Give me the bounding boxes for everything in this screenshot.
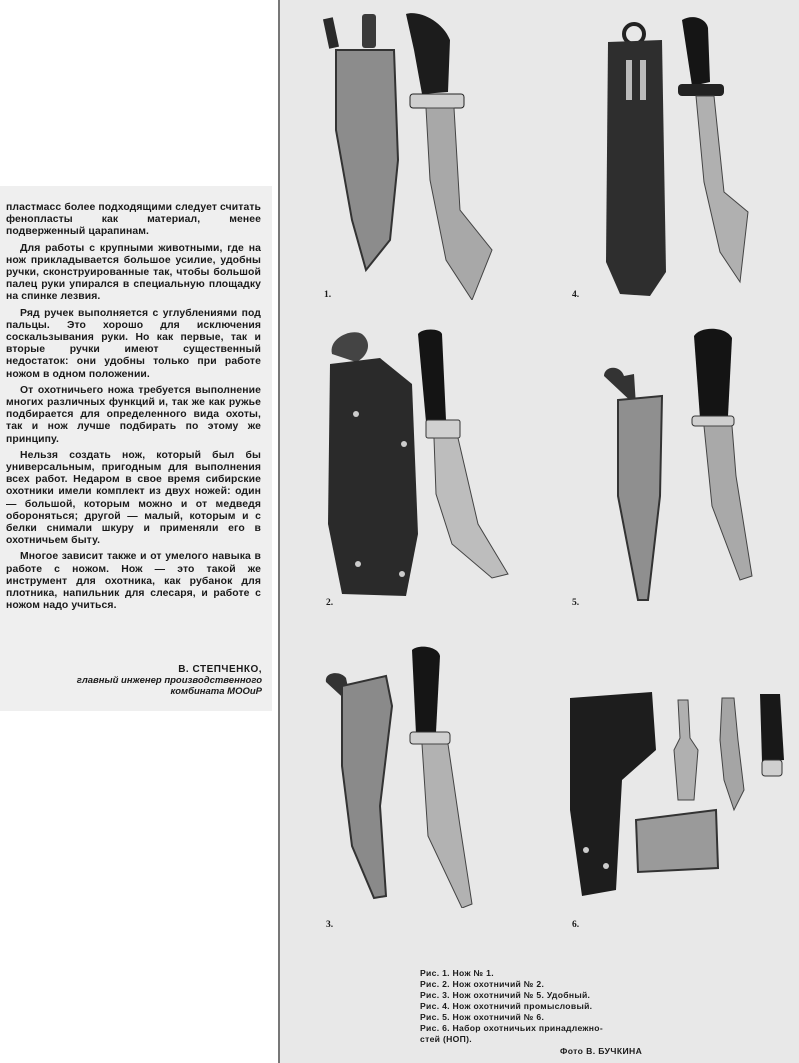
caption-line: Рис. 4. Нож охотничий промысловый. xyxy=(420,1001,593,1011)
caption-line: Рис. 5. Нож охотничий № 6. xyxy=(420,1012,545,1022)
article-paragraph: От охотничьего ножа требуется выполнение многих различных функций и, так же как ружье подбирается для определенного вида охоты, так и нож лучше подбирать по этому же принципу. xyxy=(6,384,261,445)
author-role: комбината МООиР xyxy=(170,686,262,697)
author-name: В. СТЕПЧЕНКО, xyxy=(178,664,262,675)
article-paragraph: Для работы с крупными животными, где на нож прикладывается большое усилие, удобны ручки, сконструированные так, чтобы большой палец руки упирался в специальную площадку на спинке лезвия. xyxy=(6,242,261,303)
figure-3-knife-and-sheath xyxy=(322,646,492,908)
article-text xyxy=(6,202,261,617)
caption-line: Рис. 1. Нож № 1. xyxy=(420,968,494,978)
article-paragraph: Ряд ручек выполняется с углублениями под пальцы. Это хорошо для исключения соскальзывания руки. Но как первые, так и вторые ручки имеют существенный недостаток: они удобны только при работе ножом в одном положении. xyxy=(6,307,261,380)
figure-3-number: 3. xyxy=(326,920,334,930)
caption-line: Рис. 2. Нож охотничий № 2. xyxy=(420,979,545,989)
article-paragraph: Нельзя создать нож, который был бы универсальным, пригодным для выполнения всех работ. Недаром в свое время сибирские охотники имели комплект из двух ножей: один — большой, которым можно и от медведя обороняться; другой — малый, которым и с белки снимали шкуру и применяли его в охотничьем быту. xyxy=(6,449,261,547)
figure-4-knife-and-sheath xyxy=(600,12,760,302)
caption-line: Рис. 3. Нож охотничий № 5. Удобный. xyxy=(420,990,591,1000)
figure-1-knife-and-sheath xyxy=(322,10,502,300)
figure-6-number: 6. xyxy=(572,920,580,930)
caption-line: стей (НОП). xyxy=(420,1034,472,1044)
figure-2-knife-and-sheath xyxy=(322,324,522,604)
figure-4-number: 4. xyxy=(572,290,580,300)
figure-1-number: 1. xyxy=(324,290,332,300)
author-signature xyxy=(40,664,262,697)
figure-captions xyxy=(420,968,700,1045)
figure-5-knife-and-sheath xyxy=(600,326,760,602)
photo-credit: Фото В. БУЧКИНА xyxy=(560,1046,643,1056)
article-paragraph: Многое зависит также и от умелого навыка в работе с ножом. Нож — это такой же инструмент для охотника, как рубанок для плотника, напильник для слесаря, и работе с ножом надо учиться. xyxy=(6,551,261,612)
author-role: главный инженер производственного xyxy=(76,675,262,686)
figure-5-number: 5. xyxy=(572,598,580,608)
caption-line: Рис. 6. Набор охотничьих принадлежно- xyxy=(420,1023,603,1033)
figure-2-number: 2. xyxy=(326,598,334,608)
figure-6-hunting-set xyxy=(566,690,796,900)
article-paragraph: пластмасс более подходящими следует считать фенопласты как материал, менее подверженный царапинам. xyxy=(6,202,261,238)
